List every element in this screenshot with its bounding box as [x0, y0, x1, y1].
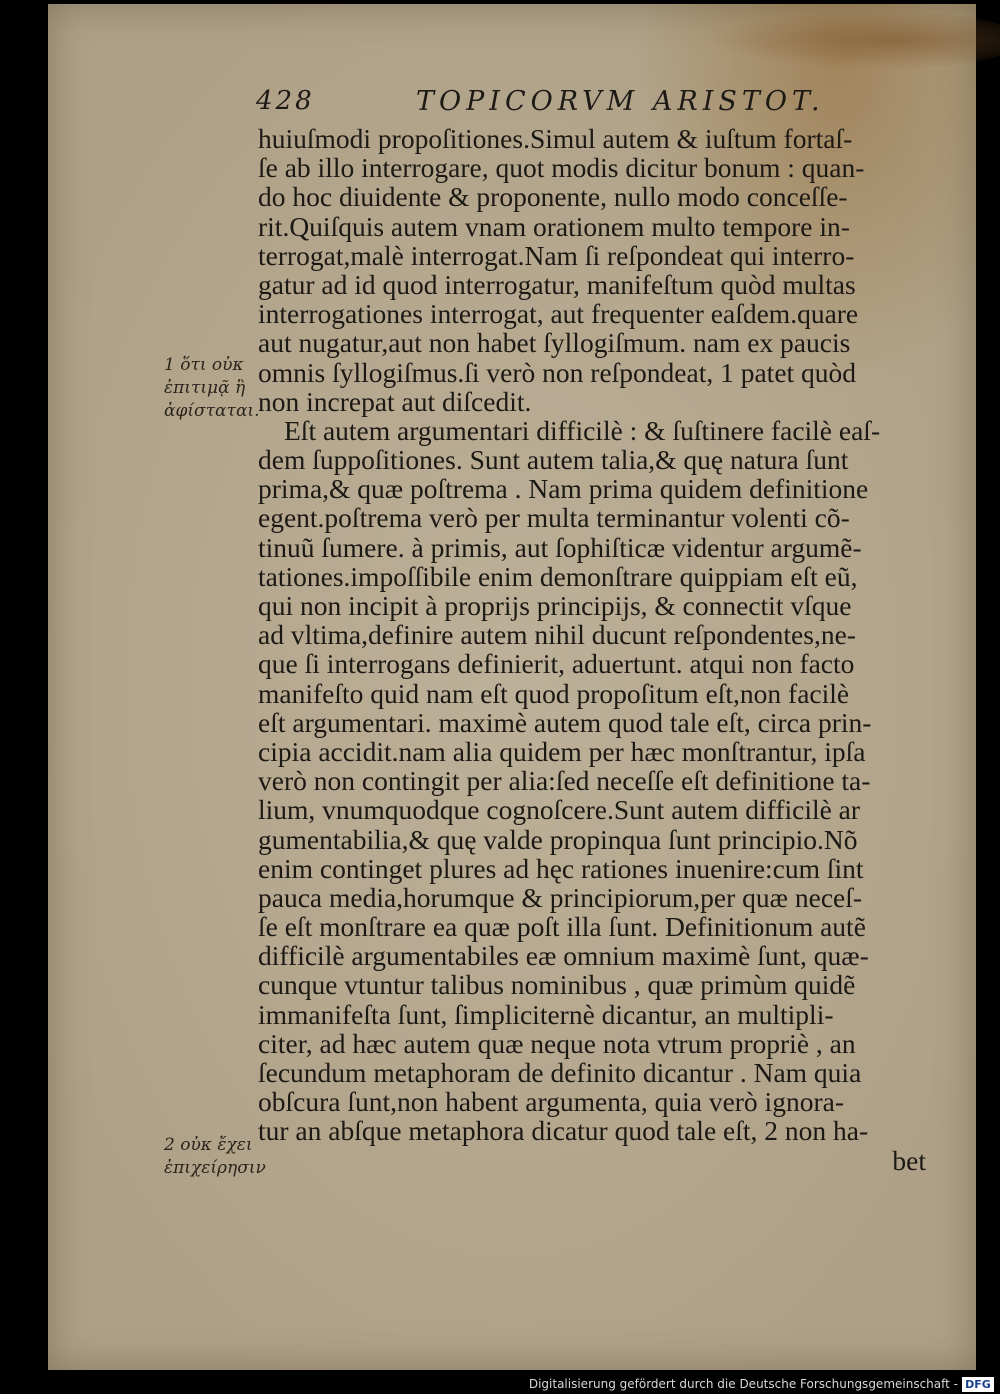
- text-line: enim continget plures ad hęc rationes inuenire:cum ſint: [258, 852, 864, 884]
- text-line: rit.Quiſquis autem vnam orationem multo tempore in-: [258, 210, 850, 242]
- text-line: gumentabilia,& quę valde propinqua ſunt principio.Nõ: [258, 823, 858, 855]
- dfg-logo: DFG: [962, 1377, 994, 1392]
- text-line: que ſi interrogans definierit, aduertunt. atqui non facto: [258, 648, 855, 680]
- text-line: ſe ab illo interrogare, quot modis dicitur bonum : quan-: [258, 152, 865, 184]
- text-line: huiuſmodi propoſitiones.Simul autem & iuſtum fortaſ-: [258, 123, 853, 154]
- text-line: non increpat aut diſcedit.: [258, 385, 532, 417]
- text-line: aut nugatur,aut non habet ſyllogiſmum. nam ex paucis: [258, 327, 851, 359]
- text-line: tur an abſque metaphora dicatur quod tale eſt, 2 non ha-: [258, 1115, 869, 1147]
- running-title: TOPICORVM ARISTOT.: [416, 86, 825, 117]
- text-line: ſecundum metaphoram de definito dicantur . Nam quia: [258, 1057, 862, 1088]
- text-line: prima,& quæ poſtrema . Nam prima quidem definitione: [258, 473, 869, 505]
- text-line: difficilè argumentabiles eæ omnium maximè ſunt, quæ-: [258, 940, 869, 972]
- text-line: ad vltima,definire autem nihil ducunt reſpondentes,ne-: [258, 619, 856, 651]
- text-line: omnis ſyllogiſmus.ſi verò non reſpondeat, 1 patet quòd: [258, 356, 857, 388]
- text-line: do hoc diuidente & proponente, nullo modo conceſſe-: [258, 181, 848, 213]
- marginal-note-line: 1 ὅτι οὐκ: [164, 355, 244, 375]
- text-line: cipia accidit.nam alia quidem per hæc monſtrantur, ipſa: [258, 735, 866, 767]
- text-line: Eſt autem argumentari difficilè : & ſuſtinere facilè eaſ-: [284, 414, 881, 446]
- text-line: terrogat,malè interrogat.Nam ſi reſpondeat qui interro-: [258, 239, 855, 271]
- text-line: tinuũ ſumere. à primis, aut ſophiſticæ videntur argumẽ-: [258, 531, 862, 563]
- catchword: bet: [892, 1144, 926, 1176]
- funding-credit: Digitalisierung gefördert durch die Deutsche Forschungsgemeinschaft -: [528, 1377, 958, 1391]
- body-text: [258, 124, 926, 1175]
- marginal-note-line: 2 οὐκ ἔχει: [164, 1135, 253, 1155]
- text-line: egent.poſtrema verò per multa terminantur volenti cõ-: [258, 502, 850, 534]
- text-line: dem ſuppoſitiones. Sunt autem talia,& quę natura ſunt: [258, 444, 849, 476]
- text-line: ſe eſt monſtrare ea quæ poſt illa ſunt. Definitionum autẽ: [258, 911, 866, 943]
- text-line: tationes.impoſſibile enim demonſtrare quippiam eſt eũ,: [258, 560, 858, 592]
- text-line: lium, vnumquodque cognoſcere.Sunt autem difficilè ar: [258, 794, 861, 826]
- text-line: eſt argumentari. maximè autem quod tale eſt, circa prin-: [258, 706, 872, 738]
- text-line: manifeſto quid nam eſt quod propoſitum eſt,non facilè: [258, 677, 850, 709]
- page-number: 428: [256, 86, 315, 116]
- marginal-note-2: [164, 1134, 266, 1180]
- marginal-note-line: ἀφίσταται.: [164, 401, 260, 421]
- text-line: verò non contingit per alia:ſed neceſſe eſt definitione ta-: [258, 765, 871, 797]
- marginal-note-line: ἐπιχείρησιν: [164, 1158, 266, 1178]
- text-line: interrogationes interrogat, aut frequenter eaſdem.quare: [258, 298, 859, 330]
- text-line: immanifeſta ſunt, ſimpliciternè dicantur, an multipli-: [258, 998, 834, 1030]
- text-line: citer, ad hæc autem quæ neque nota vtrum propriè , an: [258, 1027, 856, 1059]
- marginal-note-1: [164, 354, 260, 423]
- text-line: obſcura ſunt,non habent argumenta, quia verò ignora-: [258, 1086, 844, 1118]
- text-line: cunque vtuntur talibus nominibus , quæ primùm quidẽ: [258, 969, 856, 1001]
- water-stain: [708, 10, 1000, 70]
- running-head: [256, 86, 876, 122]
- marginal-note-line: ἐπιτιμᾷ ἢ: [164, 378, 246, 398]
- digitization-footer: [0, 1376, 1000, 1394]
- text-line: gatur ad id quod interrogatur, manifeſtum quòd multas: [258, 268, 856, 300]
- text-line: qui non incipit à proprijs principijs, & connectit vſque: [258, 590, 852, 621]
- text-line: pauca media,horumque & principiorum,per quæ neceſ-: [258, 881, 863, 913]
